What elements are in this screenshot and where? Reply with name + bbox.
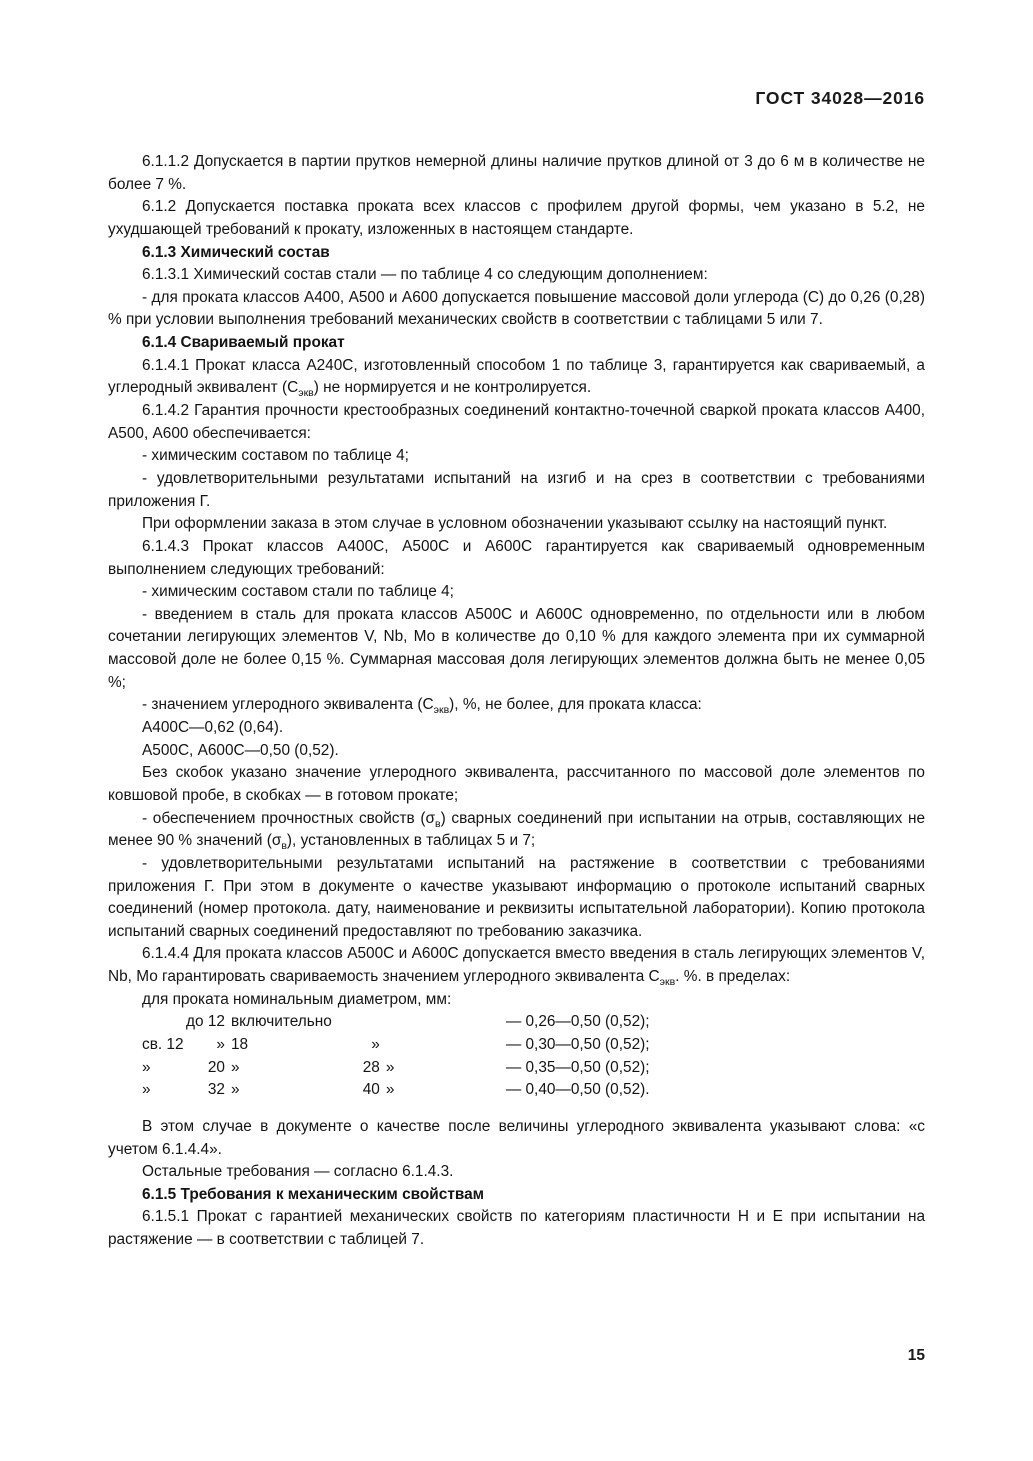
bullet-strength-properties: [108, 808, 925, 853]
cell-col5: »: [385, 1081, 395, 1099]
table-row: [142, 1034, 650, 1057]
cell-col4: 40: [362, 1081, 380, 1099]
paragraph-6-1-1-2: 6.1.1.2 Допускается в партии прутков немерной длины наличие прутков длиной от 3 до 6 м в количестве не более 7 %.: [108, 153, 925, 193]
diameter-range-table: [142, 1011, 650, 1102]
paragraph-nominal-diameter: для проката номинальным диаметром, мм:: [142, 990, 452, 1008]
paragraph-order-reference: При оформлении заказа в этом случае в условном обозначении указывают ссылку на настоящий пункт.: [142, 515, 888, 533]
cell-col6: — 0,26—0,50 (0,52);: [505, 1013, 650, 1031]
paragraph-6-1-4-4-part1: 6.1.4.4 Для проката классов А500С и А600С допускается вместо введения в сталь легирующих элементов V, Nb, Мо гарантировать свариваемость значением углеродного эквивалента С: [108, 945, 925, 986]
paragraph-bracket-note: Без скобок указано значение углеродного эквивалента, рассчитанного по массовой доле элементов по ковшовой пробе, в скобках — в готовом прокате;: [108, 764, 925, 804]
cell-col5: [386, 1011, 506, 1034]
paragraph-6-1-2: 6.1.2 Допускается поставка проката всех классов с профилем другой формы, чем указано в 5.2, не ухудшающей требований к прокату, изложенных в настоящем стандарте.: [108, 198, 925, 238]
paragraph-6-1-4-2: 6.1.4.2 Гарантия прочности крестообразных соединений контактно-точечной сваркой проката классов А400, А500, А600 обеспечивается:: [108, 402, 925, 442]
subscript-v-2: в: [281, 840, 287, 853]
cell-col1: »: [142, 1081, 151, 1099]
bullet-strength-part3: ), установленных в таблицах 5 и 7;: [286, 832, 536, 850]
page-header: ГОСТ 34028—2016: [755, 88, 925, 108]
bullet-tensile-test-results: - удовлетворительными результатами испытаний на растяжение в соответствии с требованиями приложения Г. При этом в документе о качестве указывают информацию о протоколе испытаний сварных соединений (номер протокола. дату, наименование и реквизиты испытательной лаборатории). Копию протокола испытаний сварных соединений предоставляют по требованию заказчика.: [108, 854, 925, 940]
bullet-alloying-elements: - введением в сталь для проката классов А500С и А600С одновременно, по отдельности или в любом сочетании легирующих элементов V, Nb, Мо в количестве до 0,10 % для каждого элемента при их суммарной массовой доле не более 0,15 %. Суммарная массовая доля легирующих элементов должна быть не менее 0,05 %;: [108, 605, 925, 691]
cell-col1: св. 12: [142, 1035, 184, 1053]
bullet-strength-part2: ) сварных соединений при испытании на отрыв, составляющих не менее 90 % значений (σ: [108, 809, 925, 850]
heading-6-1-4: 6.1.4 Свариваемый прокат: [142, 334, 345, 352]
value-a500c-a600c: А500С, А600С—0,50 (0,52).: [142, 741, 339, 759]
paragraph-quality-document-note: В этом случае в документе о качестве после величины углеродного эквивалента указывают слова: «с учетом 6.1.4.4».: [108, 1117, 925, 1158]
paragraph-6-1-4-1-part1: 6.1.4.1 Прокат класса А240С, изготовленный способом 1 по таблице 3, гарантируется как свариваемый, а углеродный эквивалент (С: [108, 356, 925, 397]
bullet-steel-composition-table4: - химическим составом стали по таблице 4;: [142, 583, 454, 601]
table-row: [142, 1079, 650, 1102]
cell-col3: »: [230, 1081, 240, 1099]
cell-col1: »: [142, 1058, 151, 1076]
bullet-carbon-increase: - для проката классов А400, А500 и А600 допускается повышение массовой доли углерода (С) до 0,26 (0,28) % при условии выполнения требований механических свойств в соответствии с таблицами 5 или 7.: [108, 288, 925, 329]
heading-6-1-3: 6.1.3 Химический состав: [142, 243, 330, 261]
page-number: 15: [907, 1347, 925, 1364]
bullet-ce-part1: - значением углеродного эквивалента (С: [142, 696, 434, 714]
cell-col4: »: [371, 1035, 380, 1053]
subscript-ekv-1: экв: [298, 387, 314, 400]
cell-col3: 18: [230, 1035, 249, 1053]
bullet-carbon-equivalent-value: [108, 694, 925, 717]
cell-col5: [386, 1034, 506, 1057]
cell-col3: »: [230, 1058, 240, 1076]
cell-col3: включительно: [230, 1013, 332, 1031]
cell-col2: 32: [207, 1081, 225, 1099]
cell-col5: »: [385, 1058, 395, 1076]
cell-col1: [142, 1011, 186, 1034]
subscript-v-1: в: [435, 817, 441, 830]
subscript-ekv-2: экв: [433, 704, 450, 717]
subscript-ekv-3: экв: [659, 976, 676, 989]
paragraph-6-1-4-4: [108, 943, 925, 988]
value-a400c: А400С—0,62 (0,64).: [142, 719, 284, 737]
paragraph-6-1-5-1: 6.1.5.1 Прокат с гарантией механических свойств по категориям пластичности Н и Е при испытании на растяжение — в соответствии с таблицей 7.: [108, 1208, 925, 1249]
paragraph-6-1-4-1-part2: ) не нормируется и не контролируется.: [313, 379, 592, 397]
cell-col6: — 0,35—0,50 (0,52);: [505, 1058, 650, 1076]
cell-col2: 20: [207, 1058, 225, 1076]
bullet-chemical-composition: - химическим составом по таблице 4;: [142, 447, 409, 465]
document-body: [108, 151, 925, 1252]
cell-col6: — 0,40—0,50 (0,52).: [505, 1081, 650, 1099]
cell-col4: 28: [362, 1058, 380, 1076]
cell-col6: — 0,30—0,50 (0,52);: [505, 1035, 650, 1053]
bullet-ce-part2: ), %, не более, для проката класса:: [449, 696, 702, 714]
heading-6-1-5: 6.1.5 Требования к механическим свойствам: [142, 1185, 485, 1203]
paragraph-6-1-4-4-part2: . %. в пределах:: [675, 968, 791, 986]
table-row: [142, 1057, 650, 1080]
bullet-strength-part1: - обеспечением прочностных свойств (σ: [142, 809, 436, 827]
cell-col2: »: [216, 1035, 225, 1053]
paragraph-6-1-4-3: 6.1.4.3 Прокат классов А400С, А500С и А600С гарантируется как свариваемый одновременным выполнением следующих требований:: [108, 537, 925, 578]
paragraph-other-requirements: Остальные требования — согласно 6.1.4.3.: [142, 1163, 454, 1181]
cell-col4: [338, 1011, 386, 1034]
paragraph-6-1-3-1: 6.1.3.1 Химический состав стали — по таблице 4 со следующим дополнением:: [142, 266, 708, 284]
table-row: [142, 1011, 650, 1034]
bullet-bend-shear-tests: - удовлетворительными результатами испытаний на изгиб и на срез в соответствии с требованиями приложения Г.: [108, 469, 925, 510]
cell-col2: до 12: [186, 1013, 225, 1031]
paragraph-6-1-4-1: [108, 355, 925, 400]
